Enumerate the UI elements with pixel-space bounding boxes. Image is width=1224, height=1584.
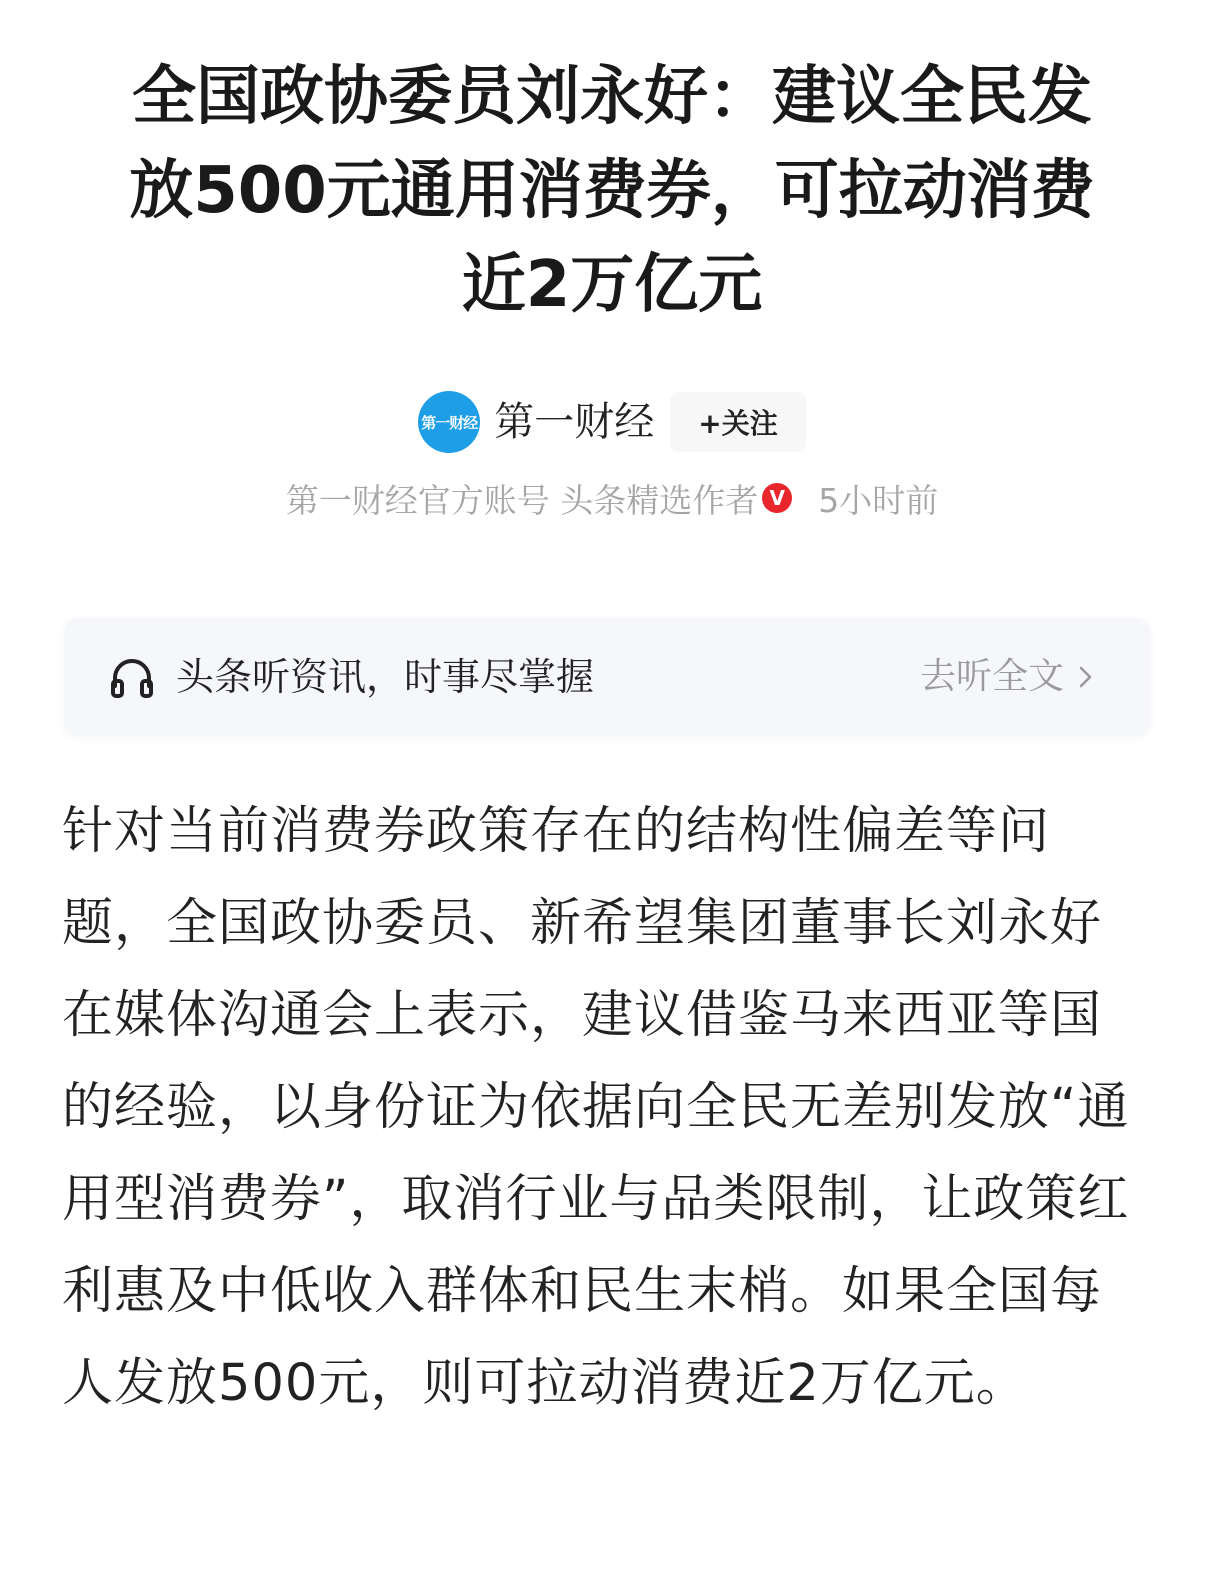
headphone-icon: [110, 656, 154, 700]
listen-full-label: 去听全文: [919, 656, 1064, 697]
author-name[interactable]: 第一财经: [494, 399, 655, 445]
listen-full-link[interactable]: [920, 650, 1094, 704]
listen-bar-text: 头条听资讯，时事尽掌握: [176, 655, 595, 699]
verified-badge-icon: V: [762, 483, 792, 513]
listen-bar[interactable]: [64, 618, 1150, 736]
author-avatar[interactable]: 第一财经: [418, 391, 480, 453]
article-body: 针对当前消费券政策存在的结构性偏差等问题，全国政协委员、新希望集团董事长刘永好在媒体沟通会上表示，建议借鉴马来西亚等国的经验，以身份证为依据向全民无差别发放“通用型消费券”，取消行业与品类限制，让政策红利惠及中低收入群体和民生末梢。如果全国每人发放500元，则可拉动消费近2万亿元。: [62, 802, 1130, 1413]
follow-button[interactable]: +关注: [670, 392, 805, 452]
chevron-right-icon: [1078, 665, 1094, 689]
publish-time: 5小时前: [818, 480, 939, 520]
article-title: 全国政协委员刘永好：建议全民发放500元通用消费券，可拉动消费近2万亿元: [129, 60, 1095, 322]
author-description: 第一财经官方账号 头条精选作者: [285, 480, 759, 520]
author-meta: [0, 476, 1224, 520]
author-row: [0, 390, 1224, 454]
